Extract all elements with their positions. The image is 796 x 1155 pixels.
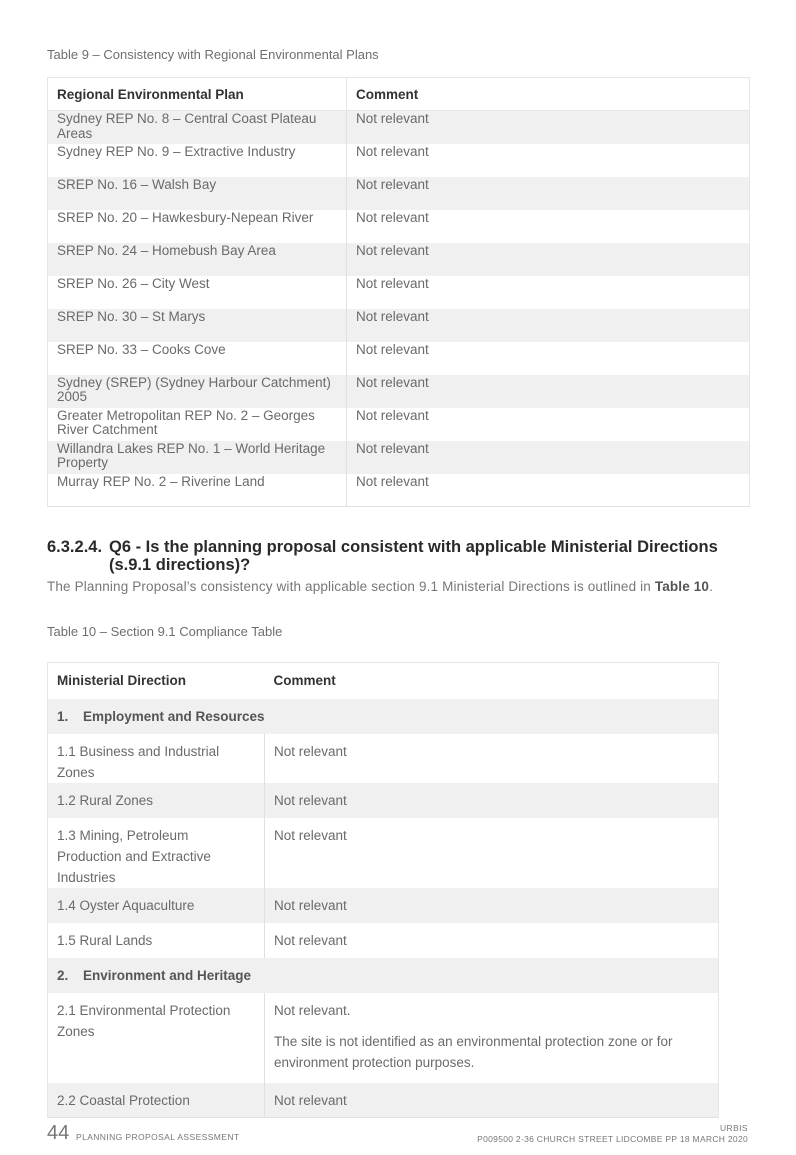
intro-paragraph xyxy=(47,578,747,595)
section-title: Employment and Resources xyxy=(83,708,265,724)
plan-cell: SREP No. 30 – St Marys xyxy=(48,309,347,342)
comment-cell: Not relevant xyxy=(265,888,719,923)
plan-cell: SREP No. 33 – Cooks Cove xyxy=(48,342,347,375)
table-row xyxy=(48,818,719,888)
table10-caption: Table 10 – Section 9.1 Compliance Table xyxy=(47,624,283,639)
comment-cell: Not relevant xyxy=(347,441,750,474)
plan-cell: SREP No. 16 – Walsh Bay xyxy=(48,177,347,210)
compliance-table xyxy=(47,662,719,1118)
table-row xyxy=(48,1083,719,1118)
plan-cell: Greater Metropolitan REP No. 2 – Georges River Catchment xyxy=(48,408,347,441)
direction-cell: 1.4 Oyster Aquaculture xyxy=(48,888,265,923)
table9-caption: Table 9 – Consistency with Regional Environmental Plans xyxy=(47,47,379,62)
table-row xyxy=(48,276,750,309)
comment-cell: Not relevant xyxy=(265,923,719,958)
table-header-row xyxy=(48,78,750,111)
comment-cell: Not relevant xyxy=(347,474,750,507)
comment-cell: Not relevant xyxy=(347,375,750,408)
table-row xyxy=(48,177,750,210)
direction-cell: 2.1 Environmental Protection Zones xyxy=(48,993,265,1083)
table-row xyxy=(48,375,750,408)
comment-cell: Not relevant xyxy=(347,144,750,177)
column-header-direction: Ministerial Direction xyxy=(48,663,265,699)
section-title-cell xyxy=(48,699,719,734)
plan-cell: SREP No. 24 – Homebush Bay Area xyxy=(48,243,347,276)
direction-cell: 1.3 Mining, Petroleum Production and Extractive Industries xyxy=(48,818,265,888)
comment-cell: Not relevant xyxy=(347,177,750,210)
direction-cell: 1.5 Rural Lands xyxy=(48,923,265,958)
plan-cell: SREP No. 26 – City West xyxy=(48,276,347,309)
table-row xyxy=(48,342,750,375)
table-row xyxy=(48,111,750,144)
direction-cell: 2.2 Coastal Protection xyxy=(48,1083,265,1118)
plan-cell: SREP No. 20 – Hawkesbury-Nepean River xyxy=(48,210,347,243)
table-row xyxy=(48,888,719,923)
section-number: 6.3.2.4. xyxy=(47,538,103,556)
regional-plans-table xyxy=(47,77,750,507)
comment-cell: Not relevant xyxy=(265,783,719,818)
plan-cell: Sydney (SREP) (Sydney Harbour Catchment) 2005 xyxy=(48,375,347,408)
comment-cell: Not relevant xyxy=(347,111,750,144)
footer-brand: URBIS xyxy=(720,1123,748,1133)
table-row xyxy=(48,474,750,507)
section-row-employment xyxy=(48,699,719,734)
table-row xyxy=(48,993,719,1083)
footer-label: PLANNING PROPOSAL ASSESSMENT xyxy=(76,1132,240,1142)
plan-cell: Murray REP No. 2 – Riverine Land xyxy=(48,474,347,507)
table-header-row xyxy=(48,663,719,699)
comment-text: Not relevant. xyxy=(274,1002,351,1018)
section-number: 1. xyxy=(57,708,69,724)
table-reference: Table 10 xyxy=(654,579,710,594)
table-row xyxy=(48,144,750,177)
section-title-cell xyxy=(48,958,719,993)
footer-reference: P009500 2-36 CHURCH STREET LIDCOMBE PP 18 MARCH 2020 xyxy=(477,1134,748,1144)
table-row xyxy=(48,923,719,958)
comment-cell: Not relevant xyxy=(347,243,750,276)
table-row xyxy=(48,243,750,276)
comment-cell: Not relevant xyxy=(347,276,750,309)
table-row xyxy=(48,408,750,441)
column-header-plan: Regional Environmental Plan xyxy=(48,78,347,111)
comment-cell: Not relevant xyxy=(347,309,750,342)
comment-cell: Not relevant xyxy=(347,342,750,375)
comment-cell: Not relevant xyxy=(347,210,750,243)
comment-cell: Not relevant xyxy=(265,818,719,888)
intro-text: The Planning Proposal’s consistency with applicable section 9.1 Ministerial Directions is outlined in xyxy=(47,579,655,594)
plan-cell: Sydney REP No. 8 – Central Coast Plateau Areas xyxy=(48,111,347,144)
table-row xyxy=(48,210,750,243)
plan-cell: Willandra Lakes REP No. 1 – World Heritage Property xyxy=(48,441,347,474)
table-row xyxy=(48,783,719,818)
section-heading: Q6 - Is the planning proposal consistent with applicable Ministerial Directions (s.9.1 directions)? xyxy=(109,538,718,574)
table-row xyxy=(48,441,750,474)
section-row-environment xyxy=(48,958,719,993)
section-title: Environment and Heritage xyxy=(83,967,252,983)
section-number: 2. xyxy=(57,967,69,983)
comment-cell: Not relevant xyxy=(265,734,719,783)
table-row xyxy=(48,309,750,342)
comment-cell: Not relevant xyxy=(347,408,750,441)
column-header-comment: Comment xyxy=(265,663,719,699)
comment-cell xyxy=(265,993,719,1083)
direction-cell: 1.2 Rural Zones xyxy=(48,783,265,818)
page-number: 44 xyxy=(47,1122,70,1144)
direction-cell: 1.1 Business and Industrial Zones xyxy=(48,734,265,783)
comment-cell: Not relevant xyxy=(265,1083,719,1118)
plan-cell: Sydney REP No. 9 – Extractive Industry xyxy=(48,144,347,177)
column-header-comment: Comment xyxy=(347,78,750,111)
comment-note: The site is not identified as an environmental protection zone or for environment protection purposes. xyxy=(274,1033,673,1070)
intro-end: . xyxy=(709,579,713,594)
table-row xyxy=(48,734,719,783)
